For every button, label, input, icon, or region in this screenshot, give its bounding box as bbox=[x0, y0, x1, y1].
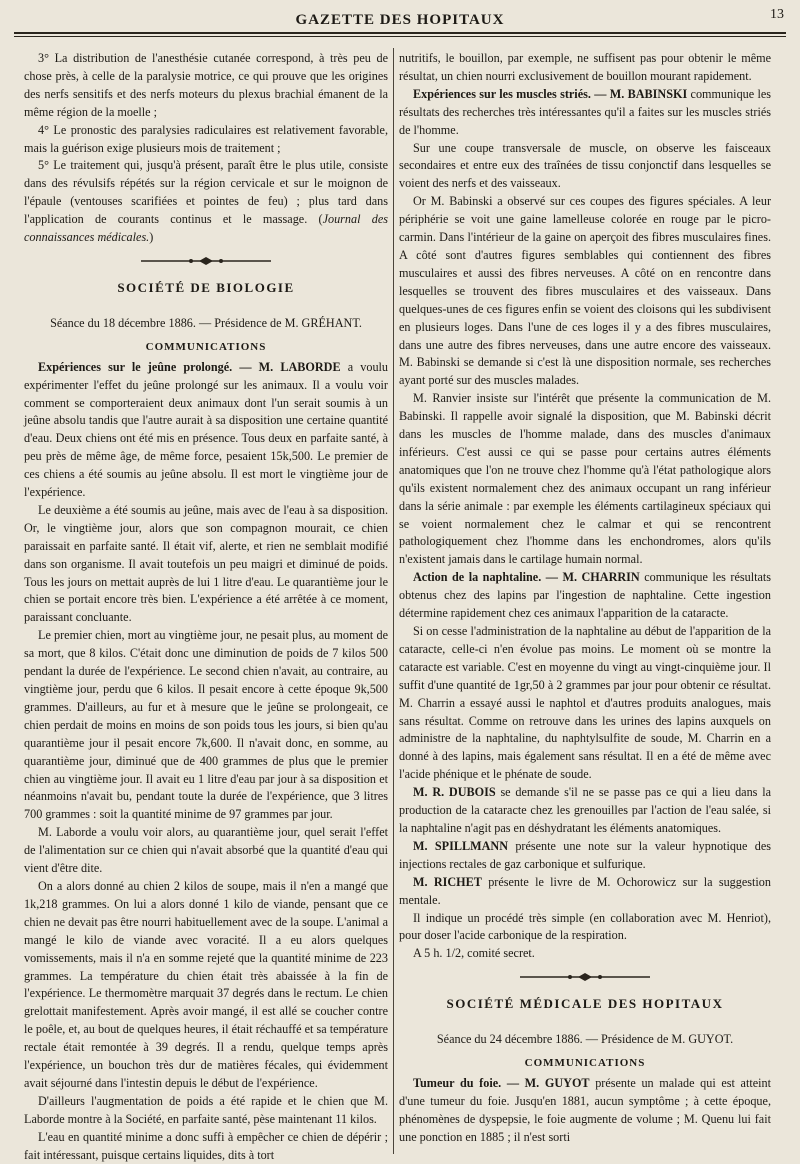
paragraph bbox=[399, 569, 771, 623]
item-author: M. SPILLMANN bbox=[413, 838, 509, 853]
paragraph: Or M. Babinski a observé sur ces coupes des figures spéciales. A leur périphérie se voit une gaine lamelleuse colorée en rouge par le picro-carmin. Dans l'intérieur de la gaine on aperçoit des fibres musculaires fines. A côté sont d'autres figures semblables qui contiennent des fibres musculaires et aussi des fibres nerveuses. A côté on en rencontre dans lesquelles se trouvent des fibres musculaires et des vaisseaux. Dans quelques-unes de ces figures enfin se voient des cloisons qui les subdivisent en plusieurs loges. Dans l'une de ces loges il y a des fibres musculaires, dans une autre des fibres nerveuses, dans une autre encore des vaisseaux. M. Babinski se demande si c'est là une disposition normale, ses recherches ayant porté sur des muscles malades. bbox=[399, 194, 771, 388]
source-citation: Journal des connaissances médicales. bbox=[24, 212, 388, 245]
communications-heading: COMMUNICATIONS bbox=[524, 1057, 646, 1070]
paragraph: M. Laborde a voulu voir alors, au quarantième jour, quel serait l'effet de l'alimentation sur ce chien qui n'avait absorbé que la quantité d'eau qui vient d'être dite. bbox=[24, 825, 388, 876]
item-author: — M. GUYOT bbox=[506, 1075, 590, 1090]
item-heading: Expériences sur les muscles striés. bbox=[413, 86, 591, 101]
paragraph: Il indique un procédé très simple (en collaboration avec M. Henriot), pour doser l'acide carbonique de la respiration. bbox=[399, 910, 771, 943]
section-title: SOCIÉTÉ DE BIOLOGIE bbox=[117, 279, 295, 295]
paragraph bbox=[24, 157, 388, 247]
journal-title: GAZETTE DES HOPITAUX bbox=[295, 12, 505, 28]
paragraph-text: se demande s'il ne se passe pas ce qui a lieu dans la production de la cataracte chez les grenouilles par l'action de l'eau salée, si la naphtaline n'agit pas en déshydratant les éléments anatomiques. bbox=[399, 785, 771, 835]
paragraph bbox=[399, 1075, 771, 1147]
page-number: 13 bbox=[770, 7, 784, 22]
paragraph-text: présente une note sur la valeur hypnotique des injections rectales de gaz carbonique et sulfurique. bbox=[399, 838, 771, 871]
paragraph: D'ailleurs l'augmentation de poids a été rapide et le chien que M. Laborde montre à la Société, en parfaite santé, pèse maintenant 11 kilos. bbox=[24, 1093, 388, 1126]
paragraph-text: communique les résultats obtenus chez des lapins par l'ingestion de naphtaline. Cette ingestion détermine rapidement chez ces animaux l'apparition de la cataracte. bbox=[399, 570, 772, 621]
paragraph-text: présente le livre de M. Ochorowicz sur la suggestion mentale. bbox=[399, 874, 771, 907]
item-author: — M. LABORDE bbox=[239, 359, 341, 374]
section-title: SOCIÉTÉ MÉDICALE DES HOPITAUX bbox=[446, 996, 724, 1012]
paragraph-text: présente un malade qui est atteint d'une tumeur du foie. Jusqu'en 1881, aucun symptôme ; à cette époque, phénomènes de dyspepsie, le foie augmente de volume ; M. Quenu lui fait une ponction en 1885 ; il n'est sorti bbox=[399, 1075, 771, 1144]
paragraph: M. Ranvier insiste sur l'intérêt que présente la communication de M. Babinski. Il rappelle avoir signalé la disposition, que M. Babinski décrit dans les muscles de l'homme malade, dans des muscles d'animaux inférieurs. C'est aussi ce qui se passe pour certains autres éléments anatomiques que l'on ne trouve chez l'homme qu'à l'état pathologique alors qu'ils existent normalement chez des animaux occupant un rang inférieur dans la série animale : par exemple les éléments cartilagineux spéciaux qui se voient normalement chez le calmar et qui se rencontrent pathologiquement chez l'homme dans les enchondromes, alors qu'ils n'existent jamais dans le cartilage humain normal. bbox=[399, 391, 771, 567]
paragraph-text: ) bbox=[149, 230, 154, 245]
section-ornament bbox=[520, 973, 650, 981]
paragraph bbox=[399, 784, 771, 838]
paragraph bbox=[399, 838, 771, 874]
paragraph: 4° Le pronostic des paralysies radiculaires est relativement favorable, mais la guérison exige plusieurs mois de traitement ; bbox=[24, 122, 388, 155]
paragraph: Si on cesse l'administration de la naphtaline au début de l'apparition de la cataracte, celle-ci n'en évolue pas moins. Le moment où se montre la cataracte est variable. C'est en moyenne du vingt au vingt-cinquième jour. Il suffit d'une quantité de 1gr,50 à 2 grammes par jour pour obtenir ce résultat. M. Charrin a essayé aussi le naphtol et d'autres produits analogues, mais sans résultat. Comme on retrouve dans les urines des lapins auxquels on administre de la naphtaline, du naphtylsulfite de soude, M. Charrin en a donné à des lapins, mais également sans résultat. Il en a été de même avec l'acide phénique et le phénate de soude. bbox=[399, 624, 771, 782]
paragraph: A 5 h. 1/2, comité secret. bbox=[413, 946, 535, 961]
paragraph: Sur une coupe transversale de muscle, on observe les faisceaux secondaires et entre eux des traînées de tissu conjonctif dans lesquelles se voient des nerfs et des vaisseaux. bbox=[399, 140, 771, 191]
paragraph: nutritifs, le bouillon, par exemple, ne suffisent pas pour obtenir le même résultat, un chien nourri exclusivement de bouillon mourant rapidement. bbox=[399, 51, 771, 83]
item-heading: Action de la naphtaline. bbox=[413, 570, 542, 585]
paragraph-text: communique les résultats des recherches très intéressantes qu'il a faites sur les muscles striés de l'homme. bbox=[399, 86, 772, 137]
paragraph: 3° La distribution de l'anesthésie cutanée correspond, à très peu de chose près, à celle de la paralysie motrice, ce qui prouve que les origines des nerfs sensitifs et des nerfs moteurs du plexus brachial émanent de la même région de la moelle ; bbox=[24, 51, 388, 119]
session-line: Séance du 24 décembre 1886. — Présidence de M. GUYOT. bbox=[436, 1032, 734, 1047]
item-author: M. R. DUBOIS bbox=[413, 785, 496, 800]
column-divider bbox=[393, 48, 394, 1154]
paragraph bbox=[399, 874, 771, 910]
header-rule-thin bbox=[14, 36, 786, 37]
paragraph: On a alors donné au chien 2 kilos de soupe, mais il n'en a mangé que 1k,218 grammes. On lui a alors donné 1 kilo de viande, pensant que ce chien ne devait pas être nourri habituellement avec de la soupe. L'animal a mangé le kilo de viande avec voracité. Il a eu alors quelques vomissements, mais il n'a en somme rejeté que la quantité minime de 223 grammes. La température du chien était très abaissée à la fin de l'expérience. Le thermomètre marquait 37 degrés dans le rectum. Le chien grelottait manifestement. Après avoir mangé, il est allé se coucher contre le poêle, et, au bout de quelques heures, il était réchauffé et sa température rectale était remontée à 39 degrés. Il a rendu, quelque temps après l'expérience, un bouchon très dur de matières fécales, qui évidemment avait séjourné dans l'intestin depuis le début de l'expérience. bbox=[24, 878, 388, 1090]
paragraph: L'eau en quantité minime a donc suffi à empêcher ce chien de dépérir ; fait intéressant, puisque certains liquides, dits à tort bbox=[24, 1129, 388, 1162]
item-author: — M. CHARRIN bbox=[545, 570, 640, 585]
page-header bbox=[0, 0, 800, 50]
paragraph-text: a voulu expérimenter l'effet du jeûne prolongé sur les animaux. Il a voulu voir comment se comporteraient deux animaux dont l'un serait soumis à un jeûne absolu tandis que l'autre aurait à sa disposition une certaine quantité d'eau. Deux chiens ont été mis en présence. Tous deux en parfaite santé, à peu près de même âge, de même force, pesaient 15k,500. Le premier de ces chiens a été soumis au jeûne absolu. Il est mort le vingtième jour de l'expérience. bbox=[24, 359, 389, 500]
header-rule bbox=[14, 32, 786, 34]
item-author: — M. BABINSKI bbox=[594, 86, 688, 101]
paragraph bbox=[399, 86, 771, 140]
paragraph: Le deuxième a été soumis au jeûne, mais avec de l'eau à sa disposition. Or, le vingtième jour, alors que son compagnon mourait, ce chien paraissait en parfaite santé. Il était vif, alerte, et rien ne semblait modifié dans son organisme. Il avait toutefois un peu maigri et diminué de poids. Tous les jours on mettait auprès de lui 1 litre d'eau. Le quarantième jour le chien se portait encore très bien. L'expérience a été arrêtée à ce moment, paraissant concluante. bbox=[24, 502, 388, 625]
item-heading: Expériences sur le jeûne prolongé. bbox=[38, 359, 233, 374]
communications-heading: COMMUNICATIONS bbox=[145, 340, 267, 353]
session-line: Séance du 18 décembre 1886. — Présidence de M. GRÉHANT. bbox=[50, 315, 362, 330]
paragraph: Le premier chien, mort au vingtième jour, ne pesait plus, au moment de sa mort, que 8 kilos. C'était donc une diminution de poids de 7 kilos 500 pendant la durée de l'expérience. Le second chien n'avait, au contraire, au vingtième jour, perdu que 6 kilos. Il pesait encore à cette époque 9k,500 grammes. D'ailleurs, au fur et à mesure que le jeûne se prolongeait, ce chien perdait de moins en moins de son poids tous les jours, si bien qu'au quarantième jour il pesait encore 7k,600. Il n'avait donc, en somme, au quarantième jour, diminué que de 400 grammes de plus que le premier chien au vingtième jour. Il avait eu 1 litre d'eau par jour à sa disposition et néanmoins n'avait bu, pendant toute la durée de l'expérience, que 3 litres 700 grammes : soit la quantité minime de 97 grammes par jour. bbox=[24, 628, 388, 822]
item-heading: Tumeur du foie. bbox=[413, 1075, 502, 1090]
item-author: M. RICHET bbox=[413, 874, 482, 889]
paragraph-text: 5° Le traitement qui, jusqu'à présent, paraît être le plus utile, consiste dans des révulsifs répétés sur la région cervicale et sur le moignon de l'épaule (ventouses scarifiées et pointes de feu) ; plus tard dans l'application de courants continus et le massage. ( bbox=[24, 158, 388, 227]
section-ornament bbox=[141, 257, 271, 265]
paragraph bbox=[24, 359, 388, 502]
left-column bbox=[24, 50, 388, 1164]
right-column bbox=[399, 50, 771, 1147]
